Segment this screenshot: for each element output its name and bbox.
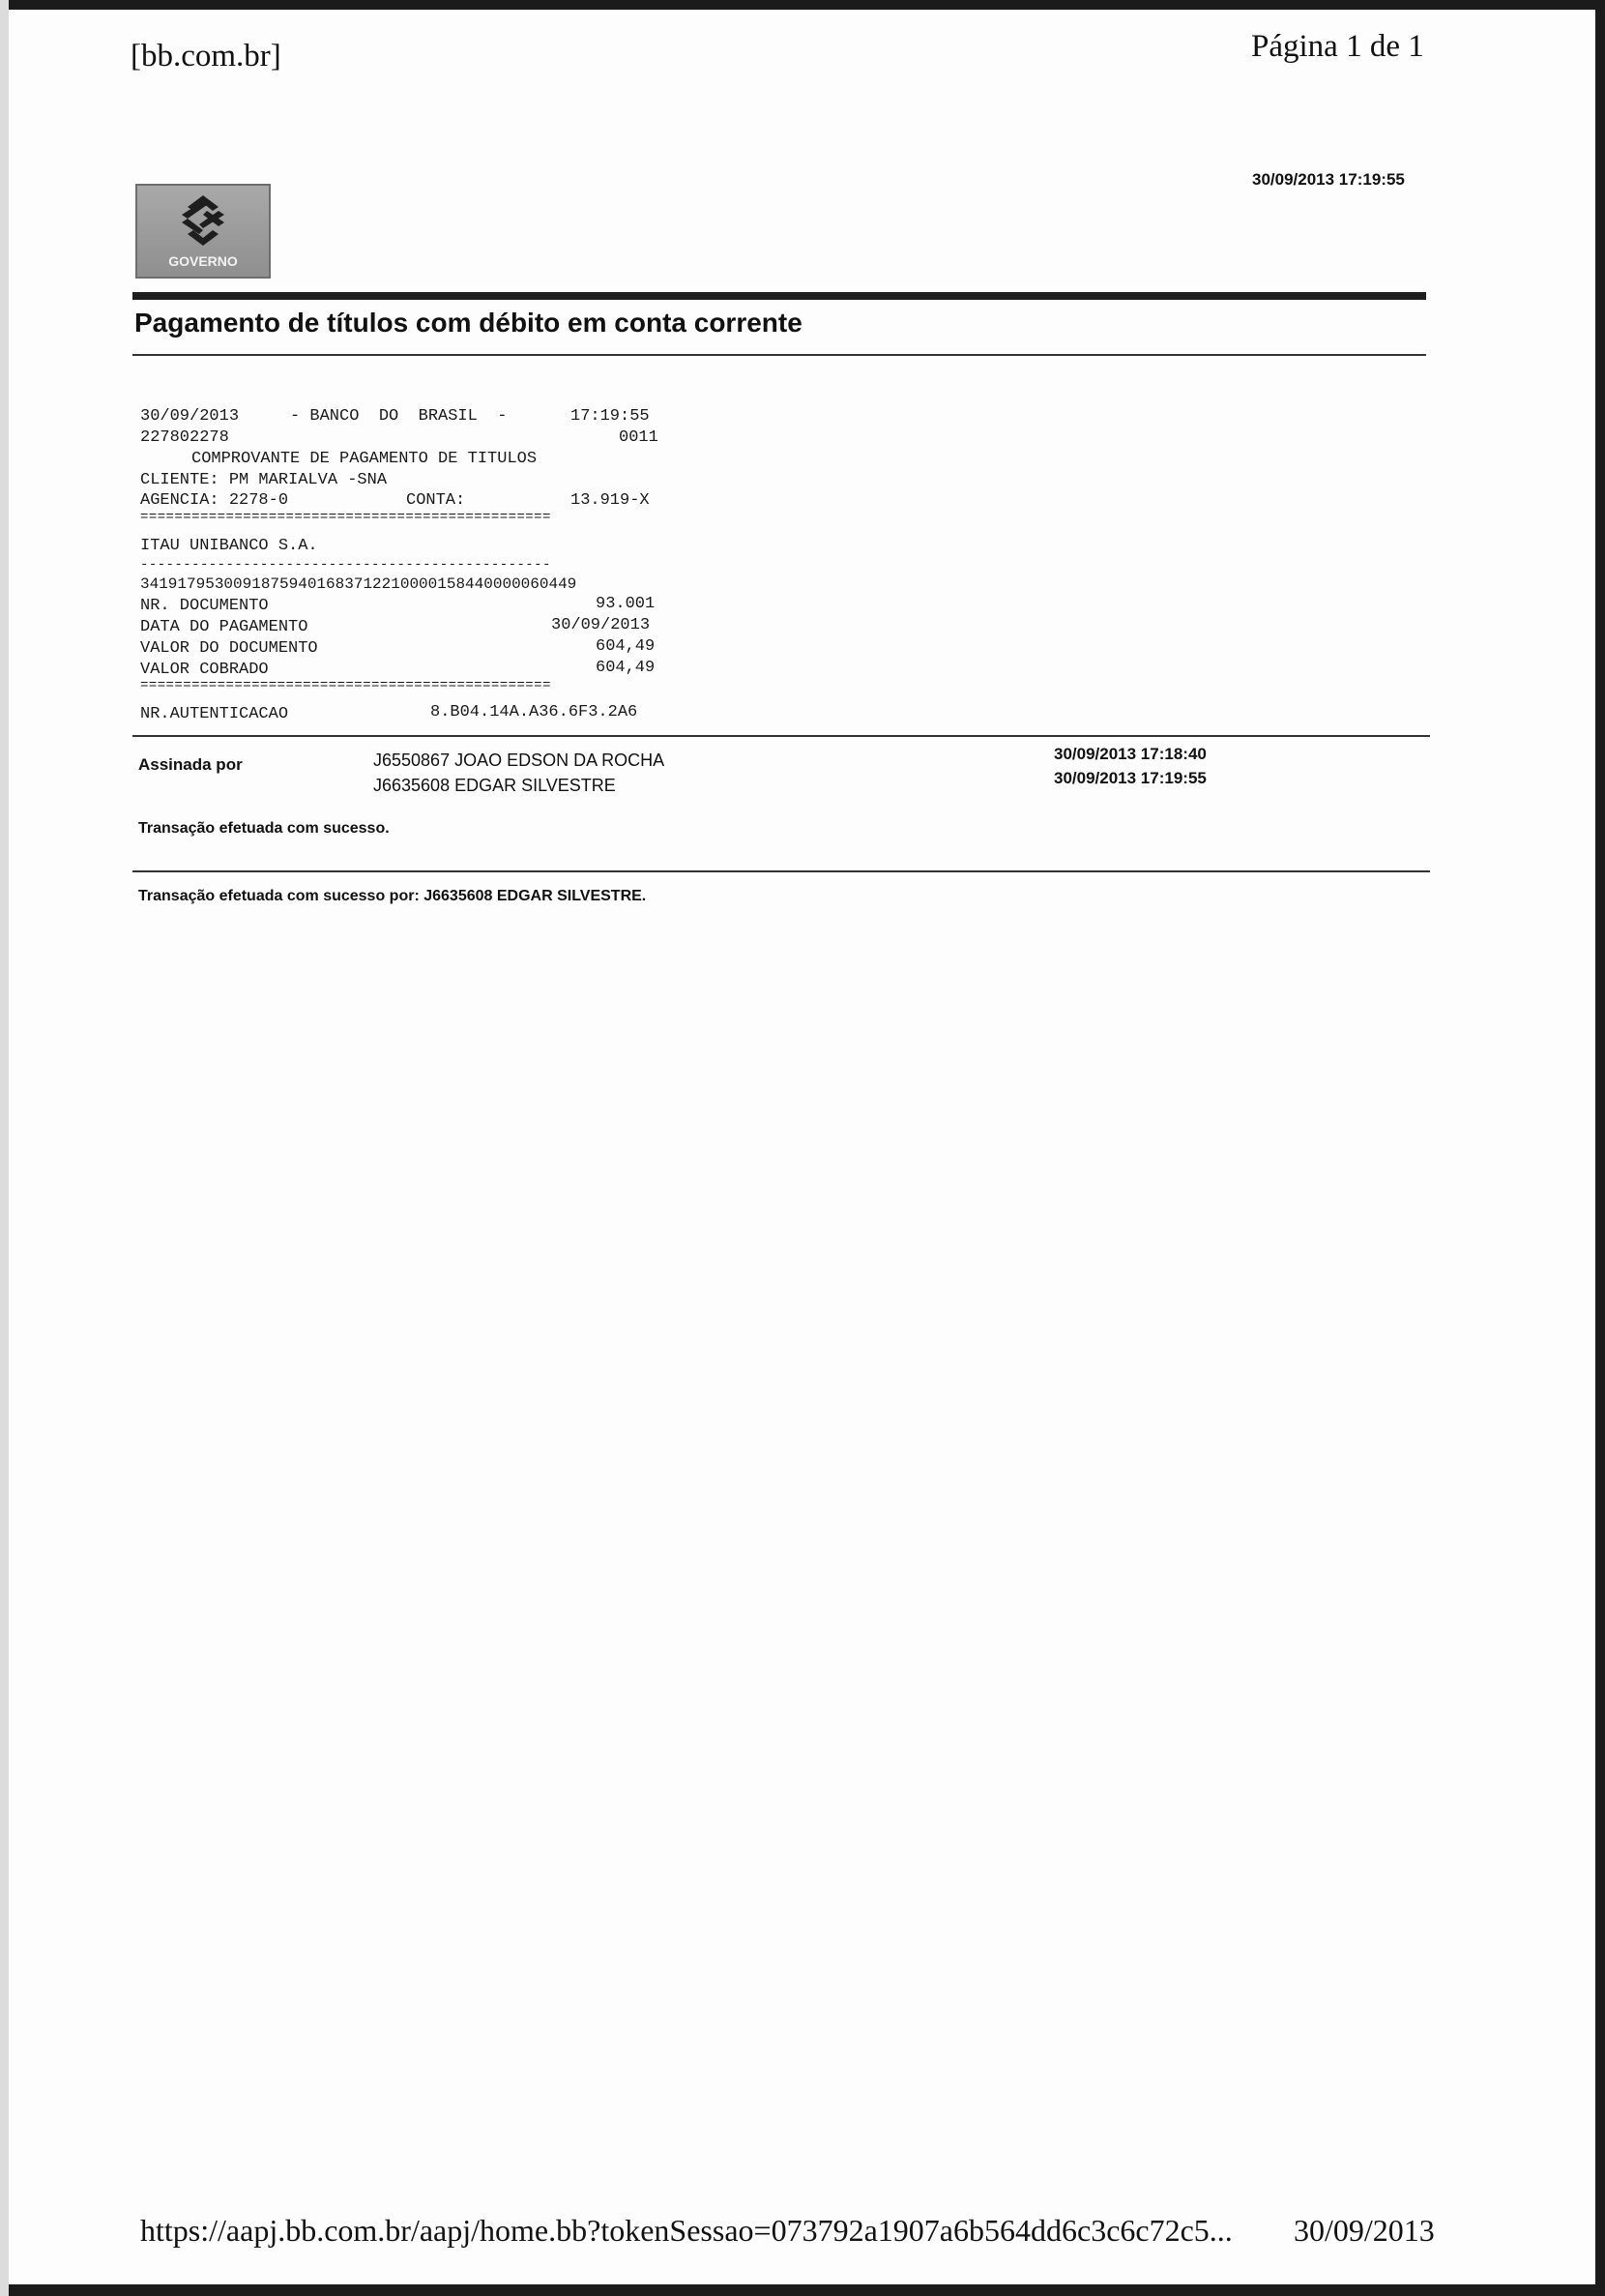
scan-border-right — [1595, 0, 1605, 2296]
receipt-time: 17:19:55 — [570, 407, 650, 426]
receipt-agencia: AGENCIA: 2278-0 — [140, 491, 289, 510]
page-title: Pagamento de títulos com débito em conta corrente — [134, 308, 802, 338]
receipt-row-value: 604,49 — [596, 659, 656, 677]
receipt-separator-double: ================================================ — [140, 510, 551, 525]
signature-rule — [132, 735, 1430, 737]
footer-date: 30/09/2013 — [1294, 2213, 1435, 2248]
receipt-row-label: VALOR DO DOCUMENTO — [140, 639, 318, 658]
title-rule-thin — [132, 354, 1426, 356]
signer-datetime: 30/09/2013 17:18:40 — [1054, 745, 1207, 763]
receipt-row-value: 30/09/2013 — [551, 616, 651, 634]
header-site: [bb.com.br] — [131, 39, 281, 74]
logo-text: GOVERNO — [168, 253, 238, 269]
receipt-barcode: 34191795300918759401683712210000158440000060449 — [140, 575, 577, 593]
scan-border-bottom — [0, 2284, 1605, 2296]
receipt-separator-single: ------------------------------------------------ — [140, 557, 551, 573]
transaction-final-status: Transação efetuada com sucesso por: J6635608 EDGAR SILVESTRE. — [138, 888, 647, 904]
signer-name: J6550867 JOAO EDSON DA ROCHA — [373, 751, 665, 770]
header-datetime: 30/09/2013 17:19:55 — [1252, 170, 1405, 189]
signer-name: J6635608 EDGAR SILVESTRE — [373, 776, 616, 795]
scan-border-left — [0, 0, 9, 2296]
receipt-code: 227802278 — [140, 428, 229, 447]
header-page-number: Página 1 de 1 — [1251, 29, 1424, 64]
receipt-conta-value: 13.919-X — [570, 491, 650, 510]
receipt-separator-double: ================================================ — [140, 678, 551, 693]
receipt-row-label: DATA DO PAGAMENTO — [140, 618, 308, 636]
receipt-row-label: NR. DOCUMENTO — [140, 597, 269, 615]
receipt-cliente: CLIENTE: PM MARIALVA -SNA — [140, 471, 388, 489]
receipt-bank: - BANCO DO BRASIL - — [290, 407, 508, 426]
receipt-beneficiario: ITAU UNIBANCO S.A. — [140, 537, 318, 555]
status-rule — [132, 870, 1430, 872]
transaction-status: Transação efetuada com sucesso. — [138, 820, 390, 837]
scan-border-top — [0, 0, 1605, 10]
receipt-row-value: 93.001 — [596, 595, 656, 613]
receipt-code-right: 0011 — [619, 428, 658, 447]
receipt-date: 30/09/2013 — [140, 407, 240, 426]
receipt-autenticacao-label: NR.AUTENTICACAO — [140, 705, 289, 723]
receipt-conta-label: CONTA: — [406, 491, 466, 510]
receipt-row-label: VALOR COBRADO — [140, 661, 269, 679]
signer-datetime: 30/09/2013 17:19:55 — [1054, 769, 1207, 787]
signed-by-label: Assinada por — [138, 755, 243, 774]
receipt-autenticacao-value: 8.B04.14A.A36.6F3.2A6 — [430, 703, 638, 721]
receipt-row-value: 604,49 — [596, 637, 656, 656]
governo-logo — [135, 184, 271, 279]
title-rule-thick — [132, 292, 1426, 300]
footer-url: https://aapj.bb.com.br/aapj/home.bb?tokenSessao=073792a1907a6b564dd6c3c6c72c5... — [140, 2213, 1233, 2248]
banco-do-brasil-logo-icon — [174, 193, 232, 248]
receipt-heading: COMPROVANTE DE PAGAMENTO DE TITULOS — [191, 450, 538, 468]
